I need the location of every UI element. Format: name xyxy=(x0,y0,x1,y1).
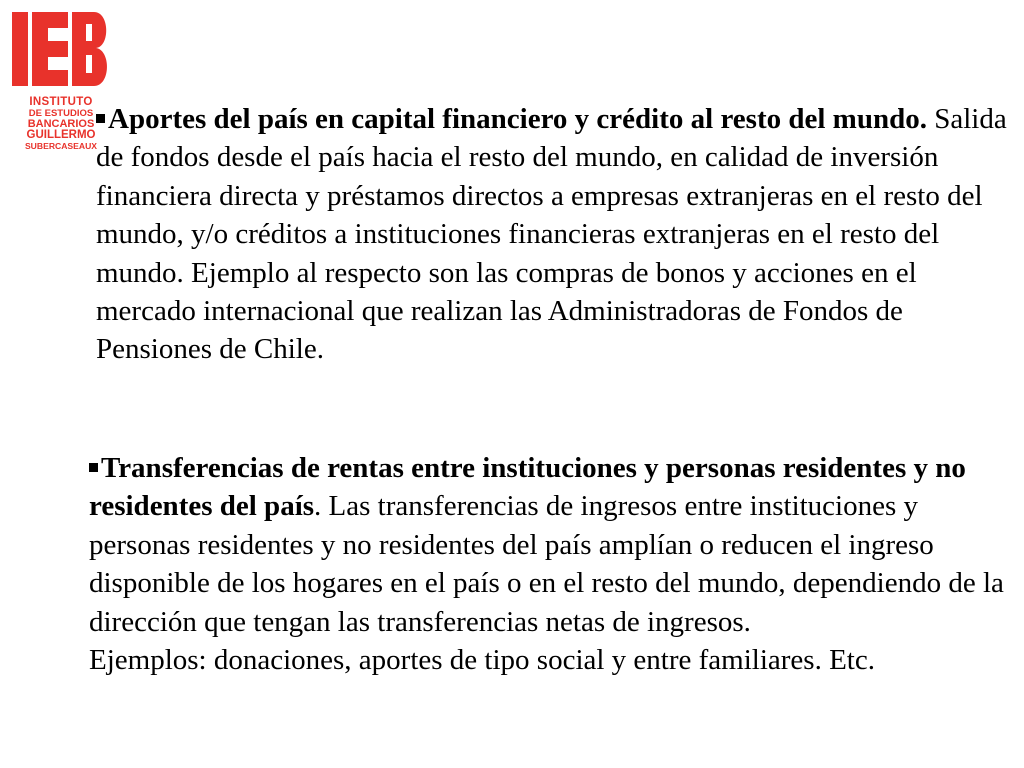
paragraph-body-capital: Salida de fondos desde el país hacia el resto del mundo, en calidad de inversión financiera directa y préstamos directos a empresas extranjeras en el resto del mundo, y/o créditos a instituciones financieras extranjeras en el resto del mundo. Ejemplo al respecto son las compras de bonos y acciones en el mercado internacional que realizan las Administradoras de Fondos de Pensiones de Chile. xyxy=(96,103,1007,366)
logo-line-1: INSTITUTO xyxy=(29,96,93,108)
logo-line-5: SUBERCASEAUX xyxy=(24,141,98,151)
logo-line-4: GUILLERMO xyxy=(26,129,96,141)
paragraph-heading-transfers: Transferencias de rentas entre instituciones y personas residentes y no residentes del país xyxy=(89,452,966,523)
bullet-paragraph-transfers xyxy=(89,449,1019,679)
logo-line-3: BANCARIOS xyxy=(27,118,95,130)
logo-line-2: DE ESTUDIOS xyxy=(28,108,94,119)
bullet-paragraph-capital xyxy=(96,100,1016,369)
paragraph-examples: Ejemplos: donaciones, aportes de tipo social y entre familiares. Etc. xyxy=(89,644,875,677)
ieb-logo-mark-icon xyxy=(10,10,112,90)
square-bullet-icon xyxy=(96,114,105,123)
paragraph-heading-capital: Aportes del país en capital financiero y crédito al resto del mundo. xyxy=(108,103,927,135)
paragraph-body-transfers: . Las transferencias de ingresos entre instituciones y personas residentes y no residentes del país amplían o reducen el ingreso disponible de los hogares en el país o en el resto del mundo, dependiendo de la dirección que tengan las transferencias netas de ingresos. xyxy=(89,490,1004,638)
square-bullet-icon xyxy=(89,463,98,472)
